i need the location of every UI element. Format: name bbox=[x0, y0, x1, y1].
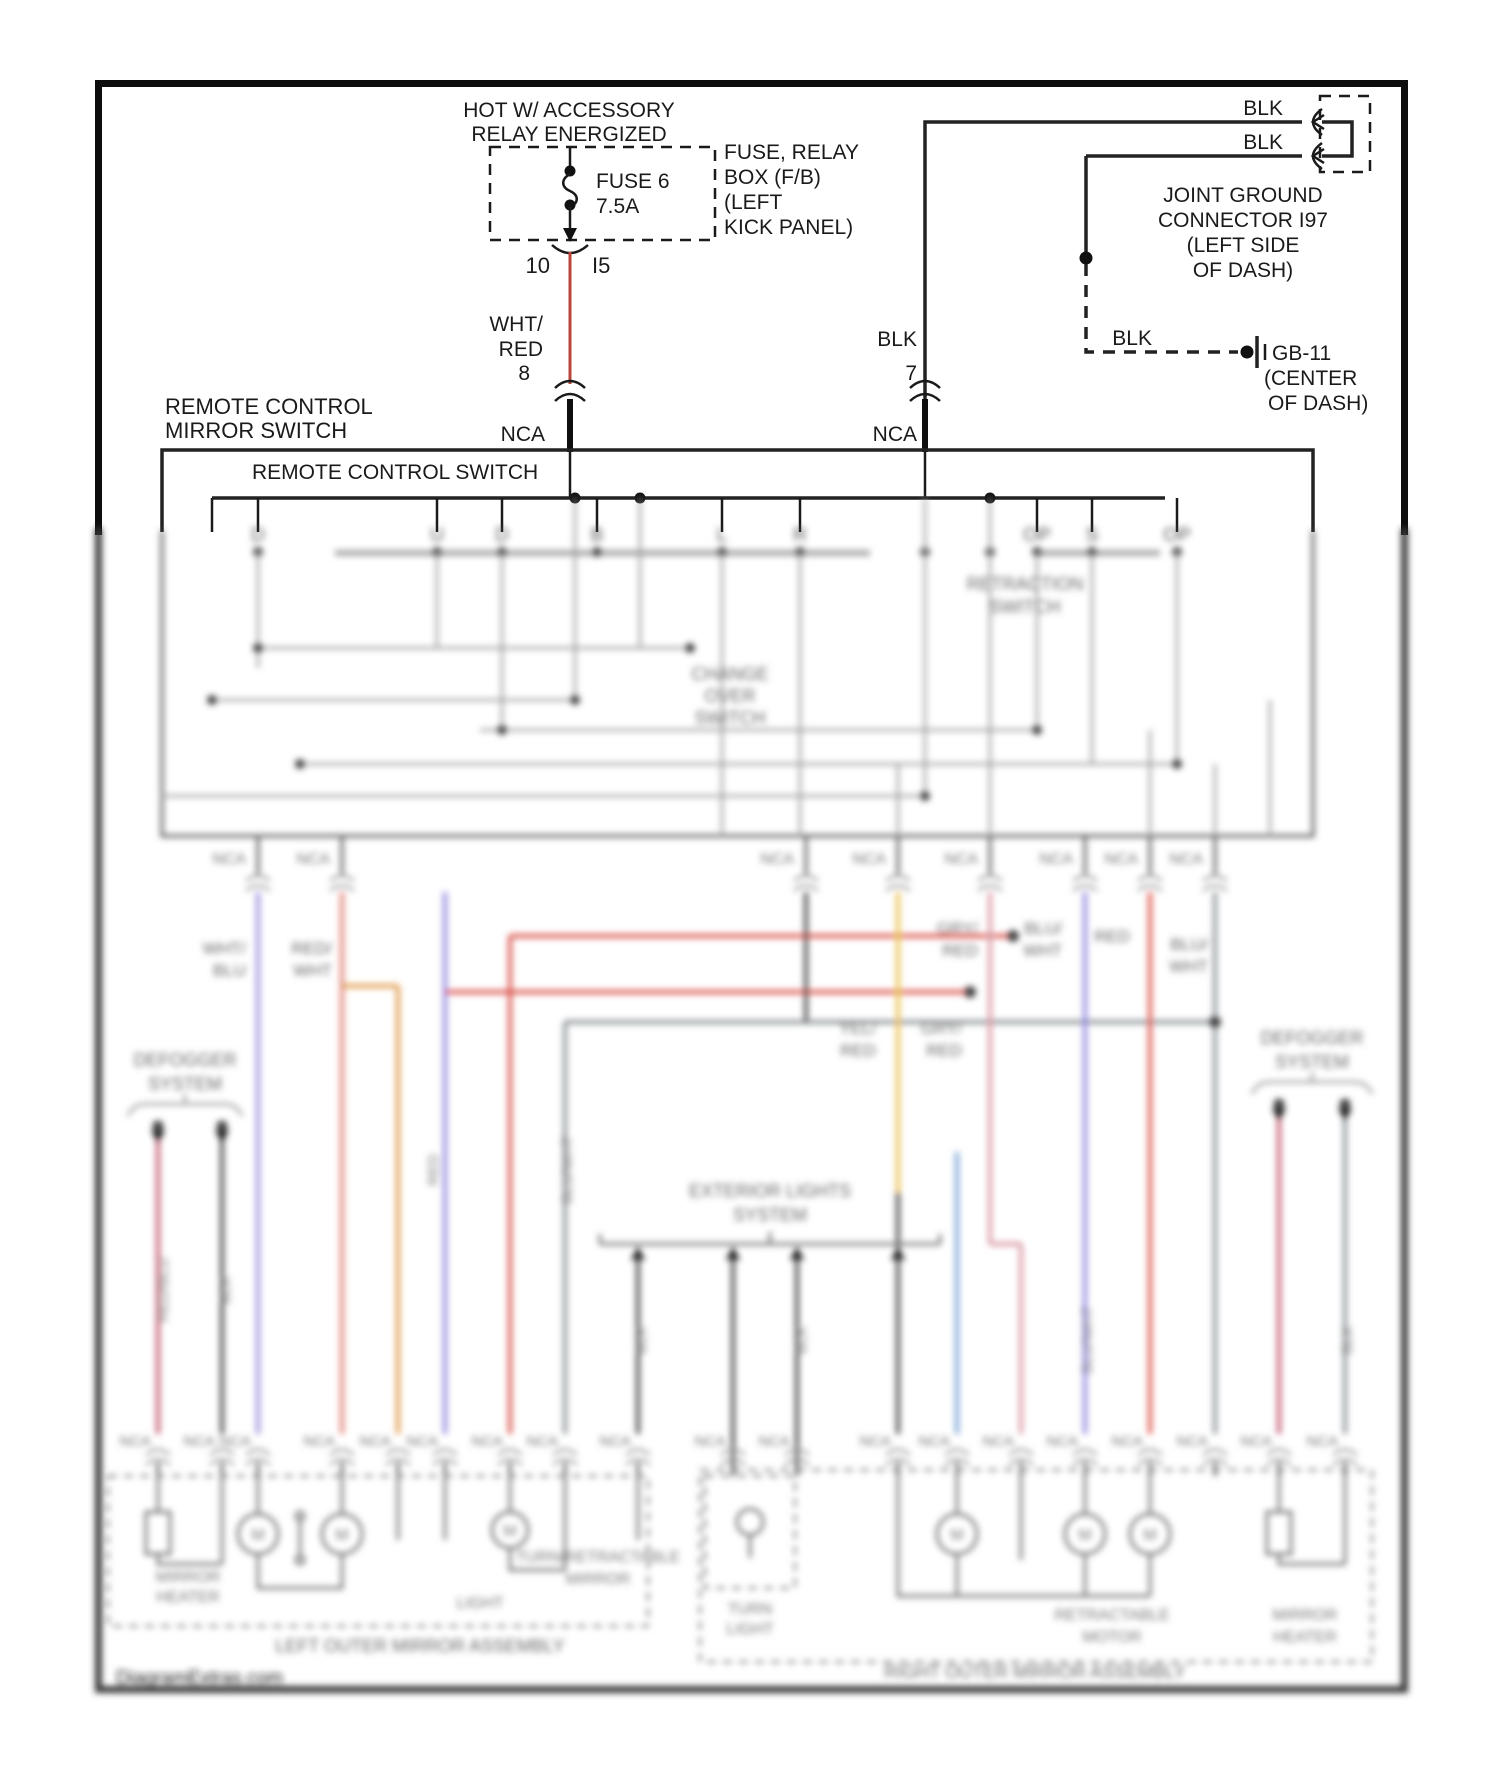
svg-text:SYSTEM: SYSTEM bbox=[147, 1074, 223, 1094]
nca-label: NCA bbox=[119, 1433, 151, 1450]
svg-text:BLU/: BLU/ bbox=[1170, 935, 1208, 954]
nca-label: NCA bbox=[859, 1433, 891, 1450]
nca-label: NCA bbox=[471, 1433, 503, 1450]
changeover-label2: OVER bbox=[704, 686, 756, 706]
changeover-label3: SWITCH bbox=[694, 708, 766, 728]
svg-text:L: L bbox=[716, 525, 728, 546]
svg-text:BLU/: BLU/ bbox=[1024, 919, 1062, 938]
nca-label: NCA bbox=[1104, 851, 1138, 868]
bulb-icon bbox=[737, 1509, 763, 1535]
arrow-down-icon bbox=[215, 1130, 229, 1144]
junction-dot bbox=[1080, 252, 1093, 265]
svg-text:RED/: RED/ bbox=[291, 939, 332, 958]
joint-ground-label-4: OF DASH) bbox=[1192, 259, 1294, 282]
svg-text:M: M bbox=[1143, 1527, 1157, 1544]
nca-label: NCA bbox=[1169, 851, 1203, 868]
svg-text:R: R bbox=[793, 525, 807, 546]
joint-ground-label-2: CONNECTOR I97 bbox=[1158, 209, 1328, 232]
nca-label: NCA bbox=[1240, 1433, 1272, 1450]
nca-label: NCA bbox=[944, 851, 978, 868]
svg-text:M: M bbox=[950, 1527, 964, 1544]
defogger-system-right bbox=[1252, 1028, 1372, 1122]
nca-label: NCA bbox=[1111, 1433, 1143, 1450]
svg-text:M: M bbox=[251, 1527, 265, 1544]
svg-text:SYSTEM: SYSTEM bbox=[732, 1205, 808, 1225]
blk-ground-label: BLK bbox=[1112, 327, 1152, 350]
nca-label: NCA bbox=[406, 1433, 438, 1450]
svg-text:BLK: BLK bbox=[633, 1325, 650, 1355]
svg-text:OP: OP bbox=[1023, 525, 1051, 546]
svg-text:MOTOR: MOTOR bbox=[1082, 1629, 1142, 1646]
arrow-up-icon bbox=[790, 1246, 804, 1260]
blk-top-label-2: BLK bbox=[1243, 131, 1283, 154]
nca-label: NCA bbox=[852, 851, 886, 868]
nca-label: NCA bbox=[219, 1433, 251, 1450]
fusebox-label-line4: KICK PANEL) bbox=[724, 216, 854, 239]
svg-text:RED: RED bbox=[926, 1041, 962, 1060]
changeover-label1: CHANGE bbox=[691, 664, 769, 684]
gb11-label: GB-11 bbox=[1272, 342, 1332, 365]
svg-text:MIRROR: MIRROR bbox=[1272, 1607, 1338, 1624]
svg-text:BLK: BLK bbox=[793, 1325, 810, 1355]
joint-ground-label-1: JOINT GROUND bbox=[1163, 184, 1323, 207]
nca-label: NCA bbox=[694, 1433, 726, 1450]
arrow-up-icon bbox=[726, 1246, 740, 1260]
pin-I5: I5 bbox=[592, 253, 611, 278]
arrow-down-icon bbox=[1338, 1108, 1352, 1122]
arrow-up-icon bbox=[631, 1246, 645, 1260]
watermark: DiagramExtras.com bbox=[116, 1668, 283, 1689]
svg-text:EXTERIOR LIGHTS: EXTERIOR LIGHTS bbox=[688, 1181, 852, 1201]
ground-point-dot bbox=[1241, 346, 1254, 359]
gb11-label2: (CENTER bbox=[1264, 367, 1358, 390]
svg-text:S: S bbox=[1085, 525, 1099, 546]
svg-text:TURN/RETRACTABLE: TURN/RETRACTABLE bbox=[515, 1549, 681, 1566]
mid-connector-row bbox=[212, 836, 1227, 891]
arrow-up-icon bbox=[891, 1246, 905, 1260]
joint-ground-connector-box bbox=[1320, 96, 1370, 172]
hot-label-line2: RELAY ENERGIZED bbox=[471, 123, 667, 146]
nca-label: NCA bbox=[1306, 1433, 1338, 1450]
pin-7: 7 bbox=[905, 362, 917, 385]
svg-text:DEFOGGER: DEFOGGER bbox=[1260, 1028, 1364, 1048]
joint-ground-label-3: (LEFT SIDE bbox=[1186, 234, 1300, 257]
nca-label: NCA bbox=[526, 1433, 558, 1450]
rc-mirror-switch-line1: REMOTE CONTROL bbox=[165, 394, 373, 419]
switch-position-letters bbox=[251, 525, 1191, 546]
switch-box-title: REMOTE CONTROL SWITCH bbox=[252, 461, 539, 484]
svg-text:DEFOGGER: DEFOGGER bbox=[133, 1050, 237, 1070]
svg-text:TURN: TURN bbox=[727, 1601, 773, 1618]
connector-cup-icon bbox=[552, 245, 588, 253]
svg-text:RED: RED bbox=[425, 1154, 442, 1186]
svg-text:WHT/: WHT/ bbox=[202, 939, 246, 958]
nca-label: NCA bbox=[1176, 1433, 1208, 1450]
defogger-system-left bbox=[128, 1050, 242, 1144]
fusebox-label-line3: (LEFT bbox=[724, 191, 783, 214]
svg-text:D: D bbox=[495, 525, 509, 546]
svg-text:WHT: WHT bbox=[293, 961, 332, 980]
svg-text:WHT: WHT bbox=[1023, 941, 1062, 960]
wire-gry-red bbox=[990, 892, 1021, 1434]
arrow-down-icon bbox=[1272, 1108, 1286, 1122]
nca-label: NCA bbox=[359, 1433, 391, 1450]
rc-mirror-switch-line2: MIRROR SWITCH bbox=[165, 418, 348, 443]
nca-label: NCA bbox=[296, 851, 330, 868]
svg-text:SYSTEM: SYSTEM bbox=[1274, 1052, 1350, 1072]
svg-text:WHT: WHT bbox=[1169, 957, 1208, 976]
svg-text:M: M bbox=[335, 1527, 349, 1544]
nca-label-right: NCA bbox=[872, 423, 917, 446]
svg-text:BLK: BLK bbox=[1339, 1325, 1356, 1355]
svg-text:OP: OP bbox=[1163, 525, 1191, 546]
switch-internals bbox=[162, 498, 1270, 836]
svg-text:B: B bbox=[590, 525, 604, 546]
wire-gray-run bbox=[565, 1022, 1215, 1434]
svg-text:BLU/WHT: BLU/WHT bbox=[1079, 1306, 1096, 1374]
nca-label-left: NCA bbox=[500, 423, 545, 446]
svg-text:MIRROR: MIRROR bbox=[565, 1571, 631, 1588]
svg-text:BLU: BLU bbox=[212, 961, 246, 980]
nca-label: NCA bbox=[758, 1433, 790, 1450]
svg-text:M: M bbox=[503, 1523, 517, 1540]
exterior-lights-system bbox=[600, 1181, 940, 1260]
fuse-name: FUSE 6 bbox=[596, 170, 670, 193]
nca-label: NCA bbox=[1046, 1433, 1078, 1450]
joint-ground-internal-link bbox=[1322, 122, 1352, 156]
left-assembly-label: LEFT OUTER MIRROR ASSEMBLY bbox=[275, 1636, 565, 1656]
svg-text:HEATER: HEATER bbox=[156, 1589, 220, 1606]
fuse-rating: 7.5A bbox=[596, 195, 640, 218]
fusebox-label-line2: BOX (F/B) bbox=[724, 166, 821, 189]
left-mirror-assembly bbox=[108, 1476, 680, 1656]
wire-orange bbox=[342, 986, 398, 1434]
nca-label: NCA bbox=[1039, 851, 1073, 868]
svg-text:RED: RED bbox=[1094, 927, 1130, 946]
svg-text:HEATER: HEATER bbox=[1273, 1629, 1337, 1646]
wire-label-blk: BLK bbox=[877, 328, 917, 351]
retraction-switch-label1: RETRACTION bbox=[966, 574, 1084, 594]
svg-text:RED/BLU: RED/BLU bbox=[155, 1257, 172, 1323]
svg-text:D: D bbox=[251, 525, 265, 546]
svg-text:GRY/: GRY/ bbox=[920, 1019, 962, 1038]
sharp-section bbox=[99, 84, 1405, 536]
svg-text:BLK: BLK bbox=[217, 1275, 234, 1305]
wire-label-red: RED bbox=[498, 338, 543, 361]
svg-text:YEL/: YEL/ bbox=[839, 1019, 876, 1038]
right-mirror-assembly bbox=[700, 1470, 1372, 1682]
pin-8: 8 bbox=[518, 362, 530, 385]
arrow-down-icon bbox=[151, 1130, 165, 1144]
wire-label-wht: WHT/ bbox=[489, 313, 543, 336]
svg-text:RED: RED bbox=[942, 941, 978, 960]
right-assembly-label: RIGHT OUTER MIRROR ASSEMBLY bbox=[884, 1662, 1186, 1682]
nca-label: NCA bbox=[760, 851, 794, 868]
nca-label: NCA bbox=[982, 1433, 1014, 1450]
middle-wire-labels bbox=[155, 919, 1356, 1374]
fusebox-label-line1: FUSE, RELAY bbox=[724, 141, 859, 164]
nca-label: NCA bbox=[918, 1433, 950, 1450]
pin-10: 10 bbox=[525, 253, 550, 278]
svg-text:BLU/WHT: BLU/WHT bbox=[559, 1136, 576, 1204]
nca-label: NCA bbox=[599, 1433, 631, 1450]
nca-label: NCA bbox=[183, 1433, 215, 1450]
svg-text:LIGHT: LIGHT bbox=[456, 1595, 504, 1612]
nca-label: NCA bbox=[212, 851, 246, 868]
blk-top-label-1: BLK bbox=[1243, 97, 1283, 120]
svg-text:U: U bbox=[430, 525, 444, 546]
turn-light-box bbox=[705, 1476, 795, 1638]
svg-text:LIGHT: LIGHT bbox=[726, 1621, 774, 1638]
fuse-box-outline bbox=[490, 147, 715, 240]
svg-text:MIRROR: MIRROR bbox=[155, 1569, 221, 1586]
svg-text:RETRACTABLE: RETRACTABLE bbox=[1054, 1607, 1170, 1624]
retraction-switch-label2: SWITCH bbox=[989, 597, 1061, 617]
nca-label: NCA bbox=[303, 1433, 335, 1450]
blurred-section bbox=[99, 498, 1405, 1690]
hot-label-line1: HOT W/ ACCESSORY bbox=[463, 99, 675, 122]
svg-text:RED: RED bbox=[840, 1041, 876, 1060]
svg-text:M: M bbox=[1078, 1527, 1092, 1544]
gb11-label3: OF DASH) bbox=[1268, 392, 1369, 415]
svg-text:GRY/: GRY/ bbox=[936, 919, 978, 938]
